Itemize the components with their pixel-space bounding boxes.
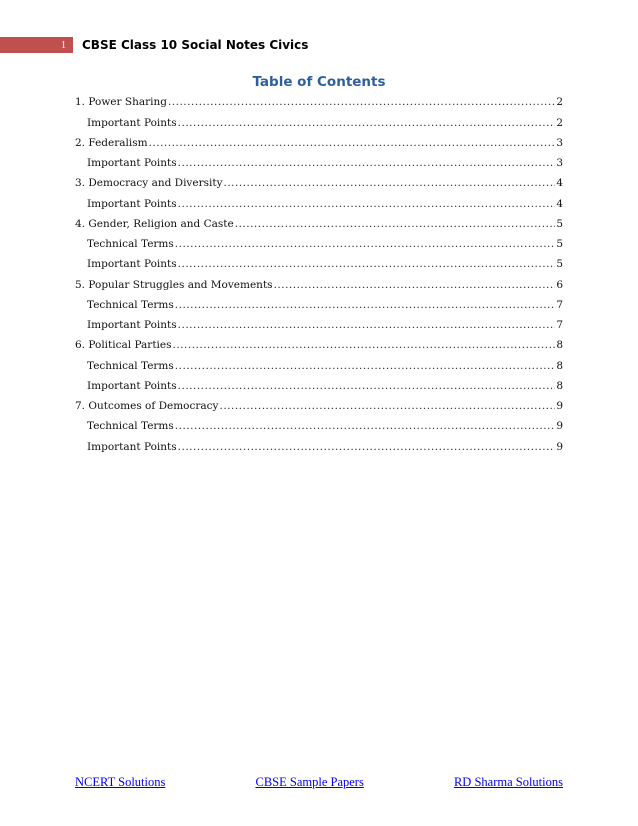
toc-entry-page: 5 [556,258,563,271]
toc-dot-leader [149,137,556,150]
footer-link-rd-sharma-solutions[interactable]: RD Sharma Solutions [453,775,563,789]
toc-entry-label: Important Points [87,197,177,210]
toc-entry-page: 8 [556,339,563,352]
toc-entry-label: 3. Democracy and Diversity [75,177,223,190]
toc-entry[interactable] [75,315,563,335]
toc-entry[interactable] [75,193,563,213]
toc-entry-label: 7. Outcomes of Democracy [75,400,219,412]
toc-entry-label: 6. Political Parties [75,339,172,352]
page-footer [75,775,563,790]
toc-entry-label: 5. Popular Struggles and Movements [75,278,273,291]
toc-entry-page: 4 [556,177,563,190]
toc-entry-page: 2 [556,116,563,129]
toc-entry-page: 9 [556,400,563,412]
toc-entry-page: 2 [556,96,563,109]
toc-entry[interactable] [75,436,563,456]
toc-dot-leader [178,157,556,170]
toc-entry[interactable] [75,214,563,234]
toc-entry[interactable] [75,396,563,416]
toc-entry[interactable] [75,376,563,396]
toc-entry[interactable] [75,355,563,375]
toc-entry-page: 9 [556,420,563,433]
footer-link-cbse-sample-papers[interactable]: CBSE Sample Papers [255,775,364,789]
page-number-badge [0,37,73,53]
toc-entry-page: 4 [556,197,563,210]
toc-entry[interactable] [75,274,563,294]
toc-entry[interactable] [75,254,563,274]
toc-entry[interactable] [75,92,563,112]
toc-entry[interactable] [75,112,563,132]
toc-dot-leader [173,339,556,352]
toc-entry-page: 3 [556,157,563,169]
toc-entry[interactable] [75,173,563,193]
page-number: 1 [61,39,66,51]
toc-entry-label: Technical Terms [87,298,174,311]
toc-entry[interactable] [75,153,563,173]
toc-list [75,92,563,457]
toc-entry[interactable] [75,335,563,355]
toc-title: Table of Contents [252,74,386,90]
toc-dot-leader [224,177,556,190]
toc-dot-leader [178,198,556,211]
toc-dot-leader [175,238,556,251]
toc-entry-label: Important Points [87,258,177,271]
toc-entry-page: 7 [556,319,563,331]
toc-dot-leader [168,96,555,109]
toc-dot-leader [178,117,556,130]
toc-dot-leader [274,279,556,292]
toc-dot-leader [175,360,556,373]
toc-entry-page: 3 [556,136,563,149]
toc-entry-page: 5 [556,217,563,230]
toc-entry[interactable] [75,234,563,254]
toc-dot-leader [219,400,555,413]
header-title: CBSE Class 10 Social Notes Civics [82,38,309,52]
toc-dot-leader [178,319,556,332]
toc-dot-leader [178,441,556,454]
toc-entry-page: 6 [556,278,563,291]
toc-dot-leader [175,299,556,312]
toc-dot-leader [235,218,556,231]
toc-entry-label: 4. Gender, Religion and Caste [75,217,234,230]
toc-dot-leader [175,420,556,433]
toc-entry[interactable] [75,133,563,153]
page-header [0,37,320,53]
toc-entry-page: 8 [556,379,563,392]
toc-entry-label: Important Points [87,319,177,331]
toc-entry-label: Important Points [87,440,177,453]
toc-entry-label: Important Points [87,379,177,392]
toc-entry[interactable] [75,416,563,436]
toc-entry-page: 5 [556,238,563,250]
toc-entry-label: Technical Terms [87,359,174,372]
toc-entry-page: 9 [556,440,563,453]
toc-entry-label: Technical Terms [87,420,174,433]
toc-entry-label: Important Points [87,116,177,129]
toc-entry-page: 7 [556,298,563,311]
toc-entry[interactable] [75,295,563,315]
toc-entry-label: 1. Power Sharing [75,96,167,109]
toc-entry-label: Important Points [87,157,177,169]
footer-link-ncert-solutions[interactable]: NCERT Solutions [75,775,166,789]
toc-dot-leader [178,380,556,393]
toc-entry-page: 8 [556,359,563,372]
toc-entry-label: 2. Federalism [75,136,148,149]
toc-dot-leader [178,258,556,271]
toc-entry-label: Technical Terms [87,238,174,250]
